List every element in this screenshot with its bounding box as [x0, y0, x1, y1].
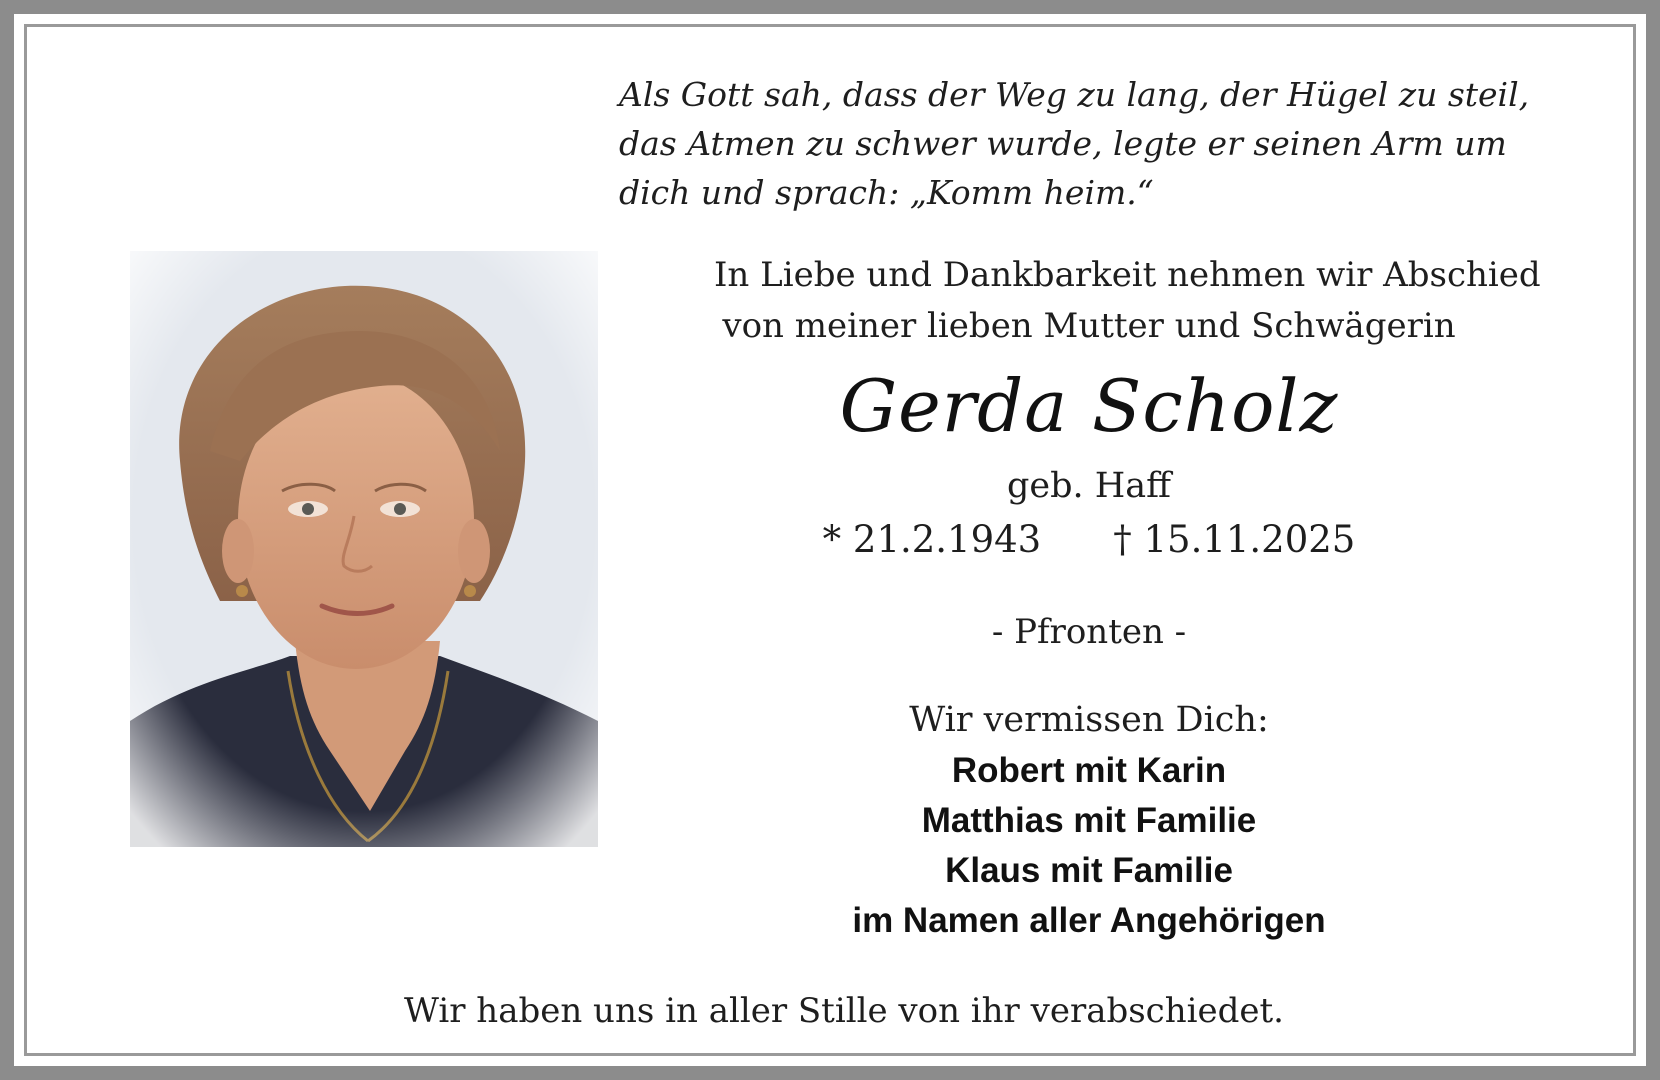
place-of-residence: - Pfronten - — [991, 612, 1187, 652]
mourner-entry: Matthias mit Familie — [921, 801, 1257, 840]
birth-date: * 21.2.1943 — [822, 518, 1042, 561]
verse-line: Als Gott sah, dass der Weg zu lang, der Hügel zu steil, — [619, 75, 1530, 114]
deceased-name: Gerda Scholz — [839, 364, 1339, 448]
mourner-entry: Robert mit Karin — [951, 751, 1227, 790]
intro-line: In Liebe und Dankbarkeit nehmen wir Abschied — [714, 255, 1541, 295]
death-date: † 15.11.2025 — [1113, 518, 1356, 561]
verse-quote — [619, 70, 1619, 217]
mourner-entry: Klaus mit Familie — [945, 851, 1233, 890]
life-dates — [714, 516, 1464, 564]
verse-line: dich und sprach: „Komm heim.“ — [619, 173, 1154, 212]
mourners-list — [714, 746, 1464, 946]
birth-name: geb. Haff — [1006, 466, 1172, 506]
intro-line: von meiner lieben Mutter und Schwägerin — [722, 306, 1456, 346]
closing-statement: Wir haben uns in aller Stille von ihr verabschiedet. — [404, 991, 1284, 1031]
portrait-illustration — [130, 251, 598, 847]
mourner-entry: im Namen aller Angehörigen — [852, 901, 1326, 940]
intro-text — [714, 250, 1541, 352]
portrait-photo — [130, 251, 598, 847]
mourners-heading: Wir vermissen Dich: — [909, 700, 1269, 740]
verse-line: das Atmen zu schwer wurde, legte er seinen Arm um — [619, 124, 1507, 163]
